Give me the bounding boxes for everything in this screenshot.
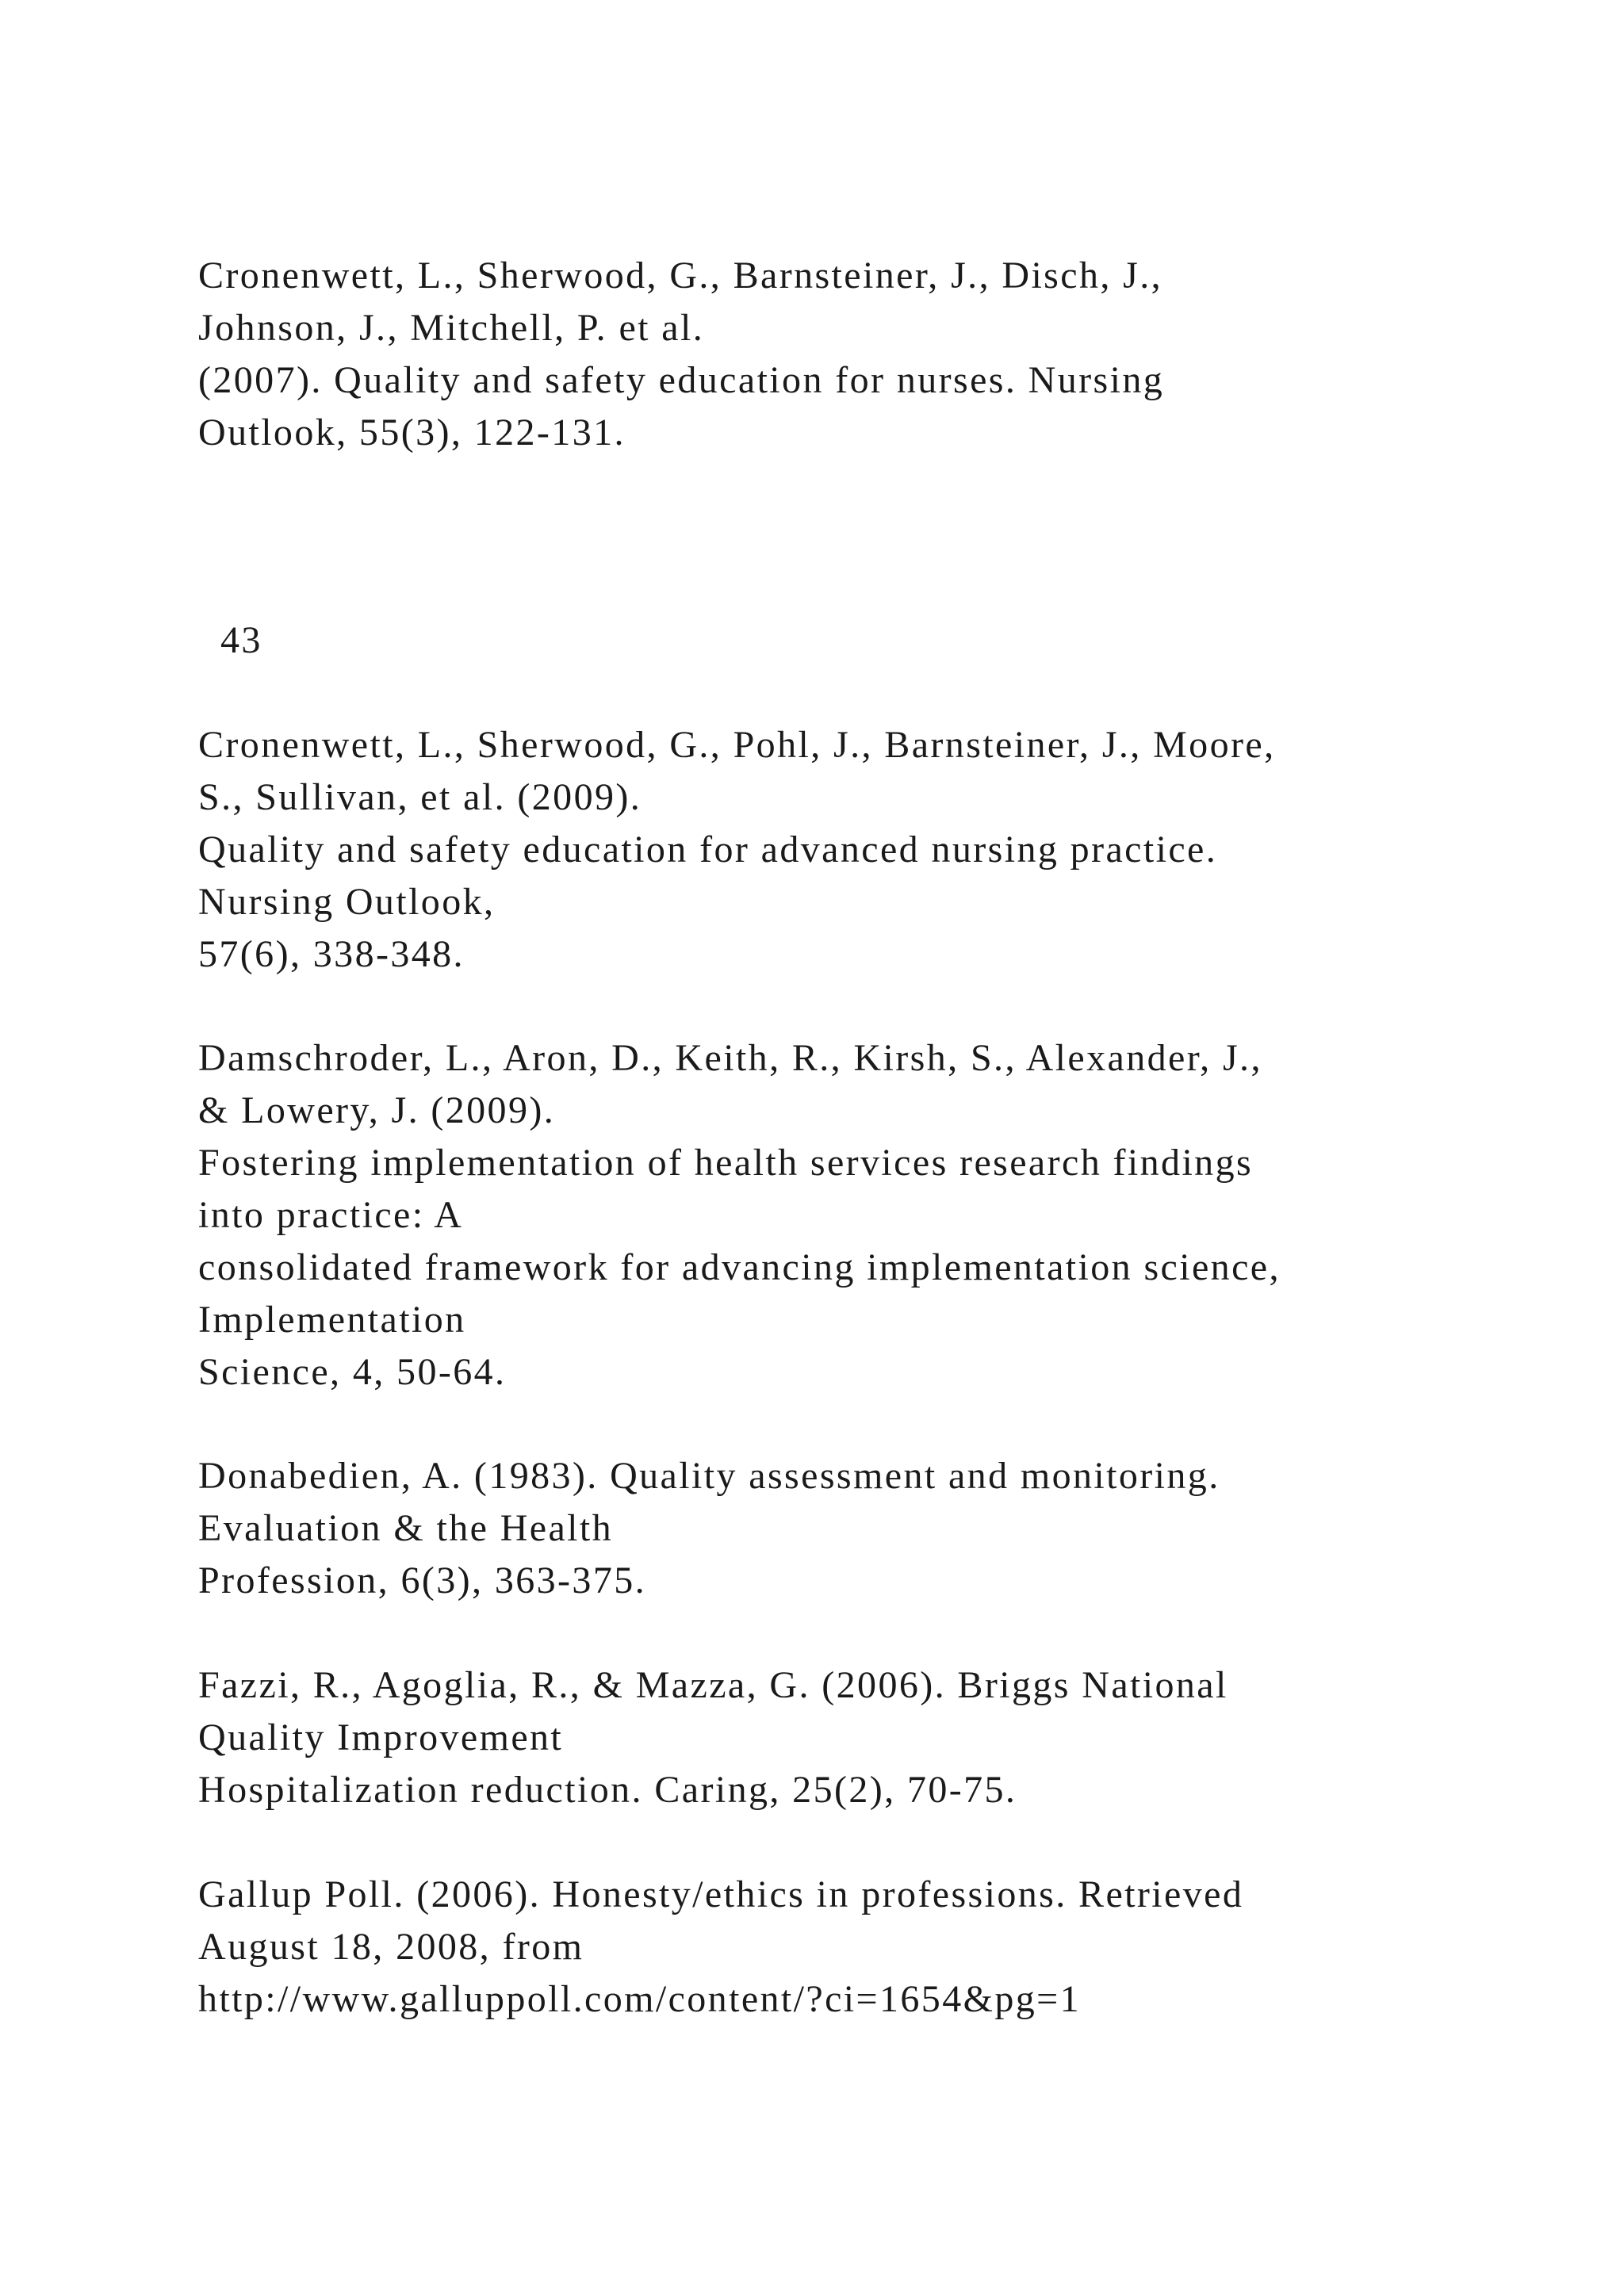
reference-line: Outlook, 55(3), 122-131. [198, 411, 626, 453]
reference-line: (2007). Quality and safety education for nurses. Nursing [198, 359, 1165, 401]
reference-line: 57(6), 338-348. [198, 933, 465, 975]
reference-line: Nursing Outlook, [198, 881, 496, 923]
reference-line: into practice: A [198, 1194, 464, 1236]
reference-line: Cronenwett, L., Sherwood, G., Barnsteiner, J., Disch, J., [198, 254, 1163, 297]
reference-line: Damschroder, L., Aron, D., Keith, R., Kirsh, S., Alexander, J., [198, 1037, 1262, 1079]
reference-url[interactable]: http://www.galluppoll.com/content/?ci=1654&pg=1 [198, 1978, 1082, 2020]
reference-line: Cronenwett, L., Sherwood, G., Pohl, J., Barnsteiner, J., Moore, [198, 724, 1276, 766]
reference-line: Fostering implementation of health services research findings [198, 1142, 1254, 1184]
reference-line: & Lowery, J. (2009). [198, 1089, 556, 1131]
reference-line: Evaluation & the Health [198, 1507, 614, 1549]
reference-line: Quality Improvement [198, 1716, 564, 1758]
reference-line: Donabedien, A. (1983). Quality assessment and monitoring. [198, 1455, 1220, 1497]
reference-line: August 18, 2008, from [198, 1926, 584, 1968]
reference-line: consolidated framework for advancing implementation science, [198, 1246, 1281, 1288]
reference-line: Johnson, J., Mitchell, P. et al. [198, 307, 705, 349]
reference-line: S., Sullivan, et al. (2009). [198, 776, 642, 818]
reference-line: Hospitalization reduction. Caring, 25(2), 70-75. [198, 1769, 1017, 1811]
reference-line: Science, 4, 50-64. [198, 1351, 507, 1393]
reference-line: Profession, 6(3), 363-375. [198, 1559, 647, 1601]
reference-line: Fazzi, R., Agoglia, R., & Mazza, G. (2006). Briggs National [198, 1664, 1228, 1706]
page-number: 43 [220, 619, 262, 661]
reference-line: Implementation [198, 1299, 466, 1341]
reference-line: Gallup Poll. (2006). Honesty/ethics in professions. Retrieved [198, 1873, 1244, 1915]
reference-line: Quality and safety education for advanced nursing practice. [198, 828, 1218, 871]
